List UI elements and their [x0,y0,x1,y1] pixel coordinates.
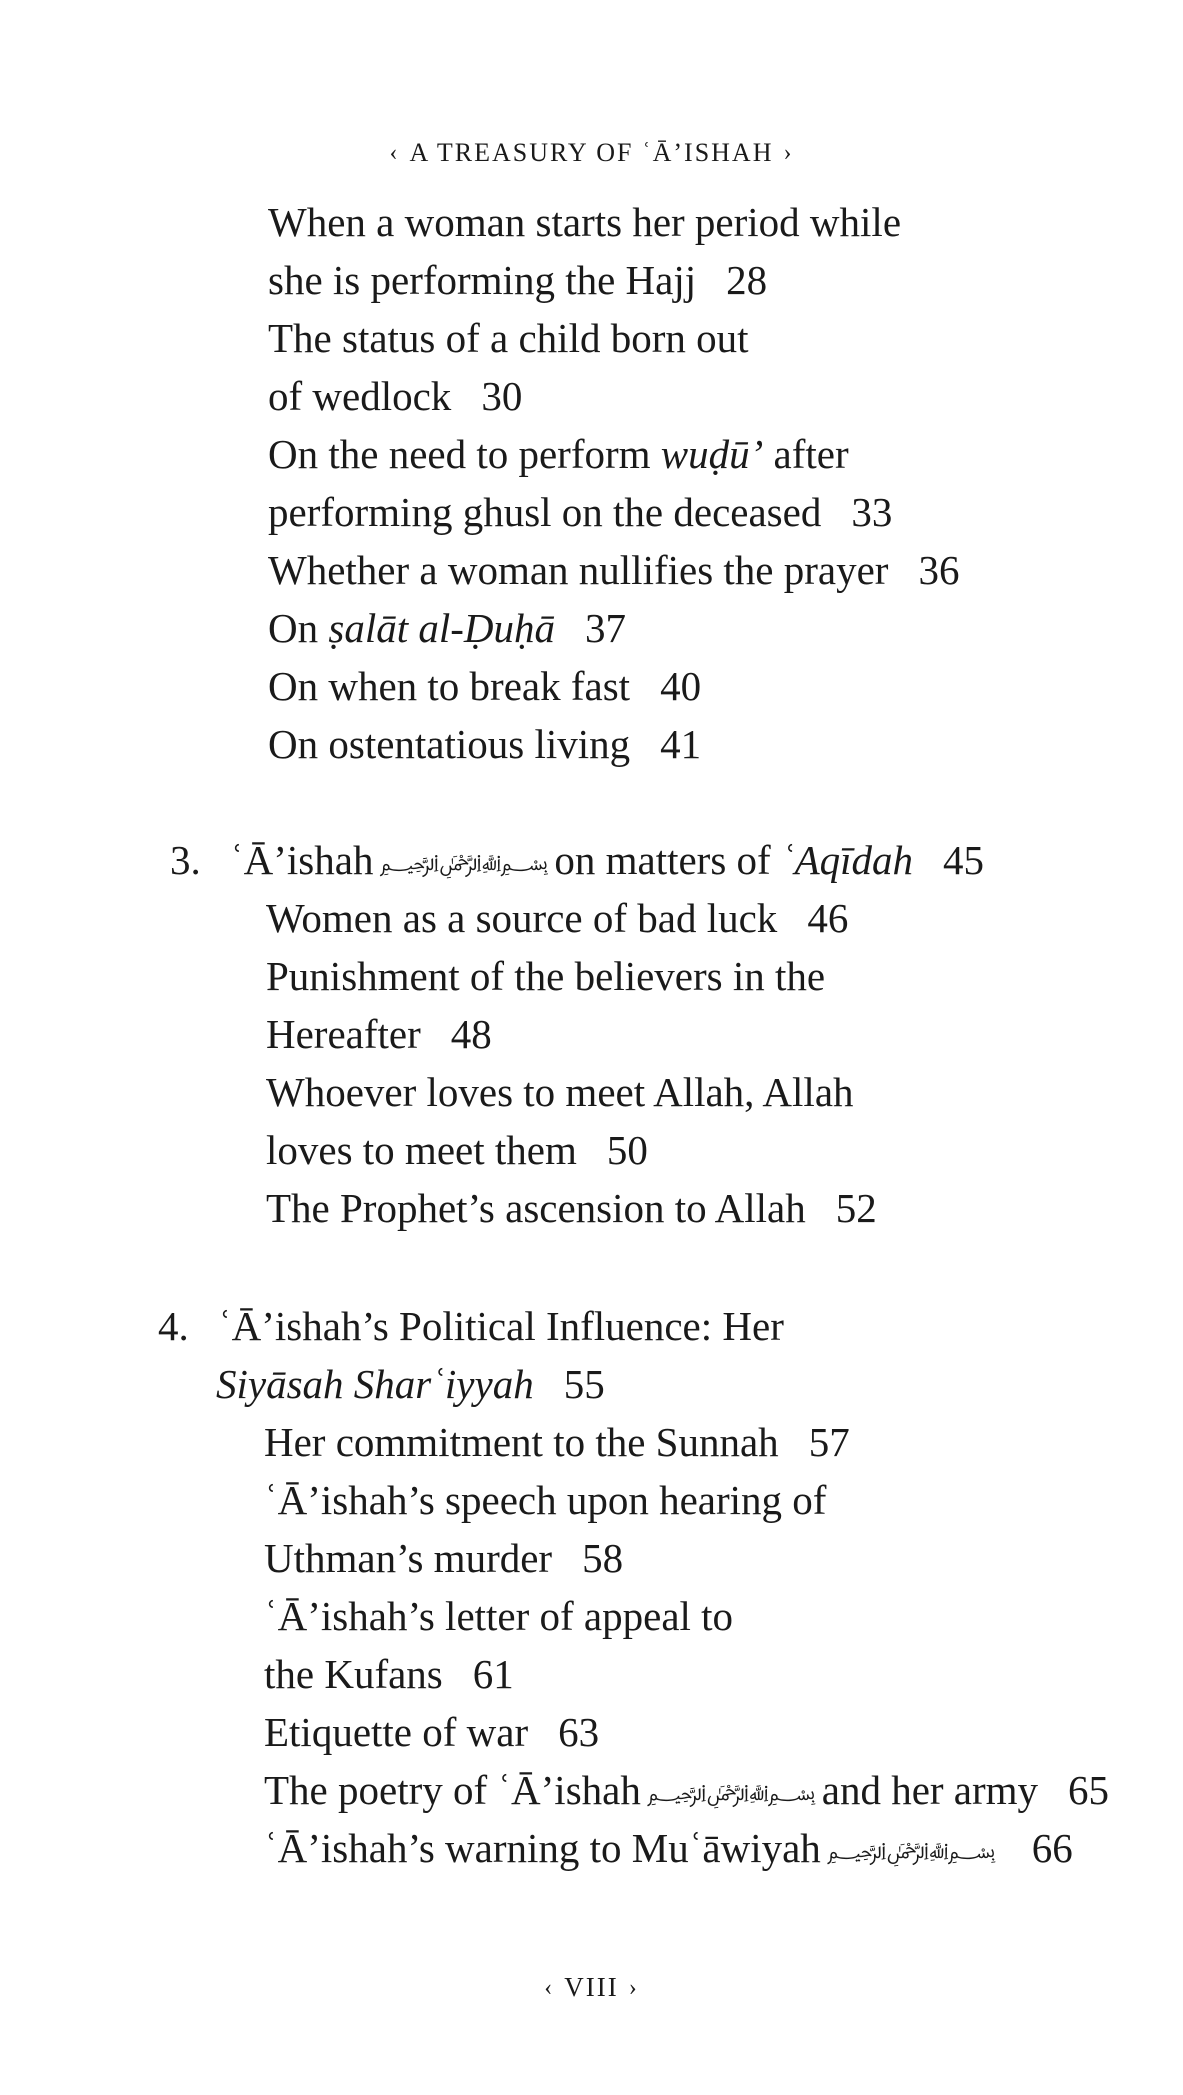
toc-line: The Prophet’s ascension to Allah 52 [266,1185,877,1231]
honorific-icon: ﷽ [646,1780,816,1805]
toc-line: the Kufans 61 [264,1651,514,1697]
page-number: 66 [1031,1825,1073,1871]
page-number: 37 [585,605,627,651]
toc-line: Etiquette of war 63 [264,1709,600,1755]
toc-line: Her commitment to the Sunnah 57 [264,1419,850,1465]
running-head [0,138,1183,168]
page-number: 52 [835,1185,877,1231]
toc-line: Uthman’s murder 58 [264,1535,624,1581]
page-number: 55 [563,1361,605,1407]
toc-line: Whether a woman nullifies the prayer 36 [268,547,960,593]
folio-number: VIII [564,1972,619,2002]
page-number: 50 [606,1127,648,1173]
toc-line: ʿĀ’ishah’s letter of appeal to [264,1593,734,1639]
book-title: A TREASURY OF ʿĀ’ISHAH [409,138,774,167]
toc-line: loves to meet them 50 [266,1127,648,1173]
page-number: 28 [726,257,768,303]
chapter-number: 4. [158,1303,189,1349]
toc-line: On when to break fast 40 [268,663,702,709]
ornament-right-icon: › [783,140,794,166]
honorific-icon: ﷽ [379,850,549,875]
page-number: 45 [943,837,985,883]
toc-line: ʿĀ’ishah’s speech upon hearing of [264,1477,827,1523]
page-number: 46 [807,895,849,941]
chapter-heading-continued: Siyāsah Sharʿiyyah 55 [216,1361,605,1407]
toc-line: On the need to perform wuḍū’ after [268,431,849,477]
toc-line: Hereafter 48 [266,1011,492,1057]
ornament-left-icon: ‹ [544,1975,555,2001]
page-folio [0,1972,1183,2003]
page-number: 40 [660,663,702,709]
page-number: 57 [808,1419,850,1465]
chapter-number: 3. [170,837,201,883]
toc-line: The poetry of ʿĀ’ishah ﷽ and her army 65 [264,1767,1110,1813]
page-number: 36 [918,547,960,593]
toc-line: Whoever loves to meet Allah, Allah [266,1069,854,1115]
toc-line: Women as a source of bad luck 46 [266,895,849,941]
page-number: 63 [558,1709,600,1755]
toc-line: On ostentatious living 41 [268,721,702,767]
page-number: 58 [582,1535,624,1581]
toc-line: of wedlock 30 [268,373,523,419]
page-number: 33 [851,489,893,535]
toc-line: Punishment of the believers in the [266,953,826,999]
honorific-icon: ﷽ [826,1838,996,1863]
toc-line: When a woman starts her period while [268,199,902,245]
page-number: 41 [660,721,702,767]
page-number: 30 [481,373,523,419]
toc-line: The status of a child born out [268,315,749,361]
toc-line: performing ghusl on the deceased 33 [268,489,893,535]
page-number: 48 [450,1011,492,1057]
chapter-heading: 4. ʿĀ’ishah’s Political Influence: Her [158,1303,784,1349]
toc-line: she is performing the Hajj 28 [268,257,768,303]
chapter-heading: 3. ʿĀ’ishah ﷽ on matters of ʿAqīdah 45 [170,837,985,883]
page-number: 61 [472,1651,514,1697]
toc-line: On ṣalāt al-Ḍuḥā 37 [268,605,627,651]
ornament-right-icon: › [628,1975,639,2001]
ornament-left-icon: ‹ [389,140,400,166]
toc-line: ʿĀ’ishah’s warning to Muʿāwiyah ﷽ 66 [264,1825,1073,1871]
page-number: 65 [1068,1767,1110,1813]
